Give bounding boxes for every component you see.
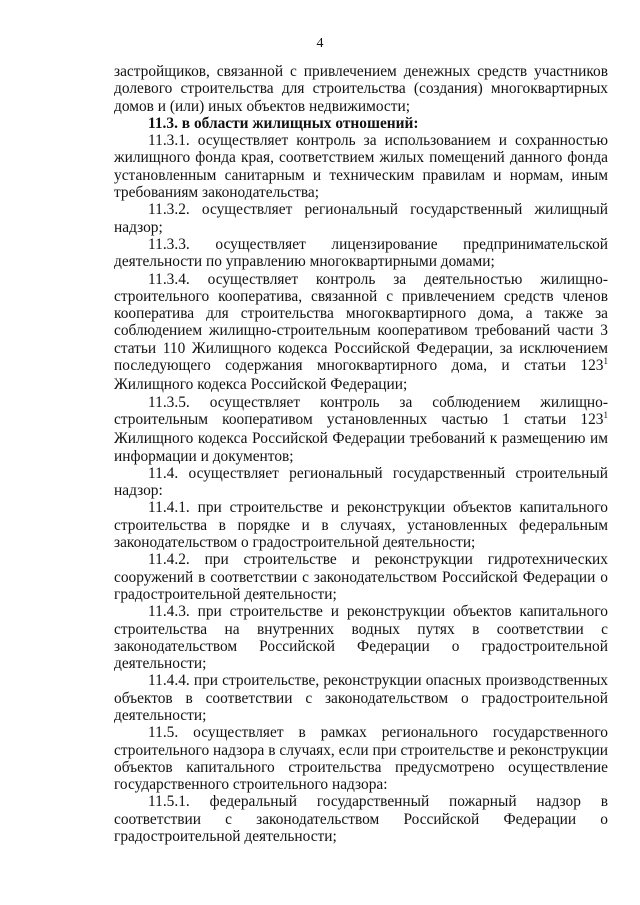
- paragraph-11-3-4: [114, 271, 608, 394]
- section-heading-11-3: 11.3. в области жилищных отношений:: [148, 114, 419, 132]
- paragraph-11-3-5-text: 11.3.5. осуществляет контроль за соблюдением жилищно-строительным кооперативом установленных частью 1 статьи 123: [114, 393, 608, 428]
- paragraph-11-3-2: 11.3.2. осуществляет региональный государственный жилищный надзор;: [114, 201, 608, 236]
- paragraph-11-4-3: 11.4.3. при строительстве и реконструкции объектов капитального строительства на внутренних водных путях в соответствии с законодательством Российской Федерации о градостроительной деятельности;: [114, 603, 608, 673]
- paragraph-continuation: застройщиков, связанной с привлечением денежных средств участников долевого строительства для строительства (создания) многоквартирных домов и (или) иных объектов недвижимости;: [114, 63, 608, 115]
- paragraph-11-5: 11.5. осуществляет в рамках регионального государственного строительного надзора в случаях, если при строительстве и реконструкции объектов капитального строительства предусмотрено осуществление государственного строительного надзора:: [114, 724, 608, 794]
- paragraph-11-3-3: 11.3.3. осуществляет лицензирование предпринимательской деятельности по управлению многоквартирными домами;: [114, 235, 608, 271]
- paragraph-11-4-1: 11.4.1. при строительстве и реконструкции объектов капитального строительства в порядке и в случаях, установленных федеральным законодательством о градостроительной деятельности;: [114, 499, 608, 552]
- document-body: [114, 63, 608, 845]
- paragraph-11-4-4: 11.4.4. при строительстве, реконструкции опасных производственных объектов в соответствии с законодательством о градостроительной деятельности;: [114, 672, 608, 724]
- page-number: 4: [316, 36, 324, 51]
- paragraph-11-4-2: 11.4.2. при строительстве и реконструкции гидротехнических сооружений в соответствии с законодательством Российской Федерации о градостроительной деятельности;: [114, 551, 608, 603]
- superscript: 1: [603, 409, 608, 420]
- paragraph-11-3-4-tail: Жилищного кодекса Российской Федерации;: [114, 376, 408, 394]
- paragraph-11-3-4-text: 11.3.4. осуществляет контроль за деятельностью жилищно-строительного кооператива, связанной с привлечением средств членов кооператива для строительства многоквартирного дома, а также за соблюдением жилищно-строительным кооперативом требований части 3 статьи 110 Жилищного кодекса Российской Федерации, за исключением последующего содержания многоквартирного дома, и статьи 123: [114, 270, 608, 375]
- paragraph-11-4: 11.4. осуществляет региональный государственный строительный надзор:: [114, 464, 608, 500]
- paragraph-11-3-5-tail: Жилищного кодекса Российской Федерации требований к размещению им информации и документов;: [114, 430, 608, 465]
- paragraph-11-3-5: [114, 394, 608, 465]
- paragraph-11-3-1: 11.3.1. осуществляет контроль за использованием и сохранностью жилищного фонда края, соответствием жилых помещений данного фонда установленным санитарным и техническим правилам и нормам, иным требованиям законодательства;: [114, 132, 608, 202]
- paragraph-11-5-1: 11.5.1. федеральный государственный пожарный надзор в соответствии с законодательством Российской Федерации о градостроительной деятельности;: [114, 793, 608, 846]
- superscript: 1: [603, 356, 608, 367]
